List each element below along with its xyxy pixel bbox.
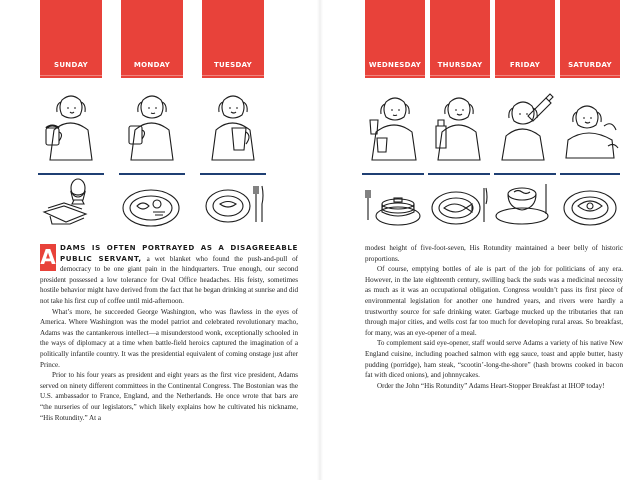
banner-friday: [495, 0, 555, 78]
adams-bottle-swig-portrait-icon: [494, 90, 556, 164]
day-label-monday: MONDAY: [133, 61, 171, 69]
lead-in-text: DAMS IS OFTEN PORTRAYED AS A DISAGREEABLE PUBLIC SERVANT,: [60, 243, 298, 263]
paragraph: To complement said eye-opener, staff would serve Adams a variety of his native New England cuisine, including poached salmon with egg sauce, toast and apple butter, hasty pudding (porridge), ham steak, “scootin’-long-the-shore” (hash browns cooked in bacon fat with diced onions), and johnnycakes.: [365, 339, 623, 380]
drop-cap: A: [40, 245, 56, 269]
paragraph: What’s more, he succeeded George Washington, who was flawless in the eyes of America. Where Washington was the model patriot and celebrated revolutionary macho, Adams was the cantankerous intellect—a misunderstood wonk, exceptionally schooled in the ways of diplomacy at a time when battle-field heroics captured the imagination of a politically infantile country. It was the presidential equivalent of coming onstage just after Prince.: [40, 307, 298, 369]
paragraph: Order the John “His Rotundity” Adams Heart-Stopper Breakfast at IHOP today!: [377, 381, 605, 390]
underline-rule: [494, 173, 556, 175]
porridge-bowl-icon: [492, 178, 556, 230]
adams-reclining-portrait-icon: [560, 90, 622, 164]
day-label-friday: FRIDAY: [509, 61, 541, 69]
adams-mug-portrait-icon: [40, 90, 102, 164]
banner-wednesday: [365, 0, 425, 78]
banner-tuesday: [202, 0, 264, 78]
salmon-plate-icon: [426, 178, 490, 230]
left-text-column: [40, 243, 298, 423]
underline-rule: [200, 173, 266, 175]
underline-rule: [428, 173, 490, 175]
fork-knife-plate-icon: [200, 178, 264, 230]
adams-pitcher-portrait-icon: [202, 90, 264, 164]
banner-thursday: [430, 0, 490, 78]
paragraph: Prior to his four years as president and eight years as the first vice president, Adams served on ninety different committees in the Continental Congress. The Bostonian was the U.S. ambassador to France, England, and the Netherlands. He once wrote that bars are “the nurseries of our legislators,” which likely explains how he cultivated his nickname, “His Rotundity.” At a: [40, 371, 298, 422]
paragraph-text: a wet blanket who found the push-and-pull of democracy to be one giant pain in the hindquarters. True enough, our second president possessed a low tolerance for Oval Office headaches. His feisty, sometimes hostile behavior might have derived from the fact that he began drinking at sunrise and did not take his first cup of coffee until mid-afternoon.: [40, 254, 298, 305]
egg-cup-and-toast-icon: [38, 178, 102, 230]
underline-rule: [362, 173, 424, 175]
day-label-thursday: THURSDAY: [437, 61, 483, 69]
pancake-stack-icon: [360, 178, 424, 230]
day-label-wednesday: WEDNESDAY: [368, 61, 422, 69]
page-gutter: [317, 0, 323, 480]
paragraph: modest height of five-foot-seven, His Rotundity maintained a beer belly of historic proportions.: [365, 244, 623, 263]
paragraph: [40, 243, 298, 307]
day-label-saturday: SATURDAY: [568, 61, 612, 69]
breakfast-plate-icon: [119, 178, 183, 230]
underline-rule: [38, 173, 104, 175]
ham-plate-icon: [558, 178, 622, 230]
adams-glass-portrait-icon: [362, 90, 424, 164]
adams-bottle-portrait-icon: [428, 90, 490, 164]
adams-mug-portrait-icon: [121, 90, 183, 164]
banner-monday: [121, 0, 183, 78]
banner-sunday: [40, 0, 102, 78]
right-text-column: [365, 243, 623, 391]
underline-rule: [119, 173, 185, 175]
underline-rule: [560, 173, 620, 175]
day-label-tuesday: TUESDAY: [213, 61, 252, 69]
paragraph: Of course, emptying bottles of ale is part of the job for politicians of any era. However, in the late eighteenth century, swilling back the suds was a medicinal necessity as much as it was an occupational obligation. Congress wouldn’t pass its first piece of environmental legislation for another one hundred years, and rivers were hardly a trustworthy source for safe drinking water. Garbage mucked up the tributaries that ran through major cities, and wells cost far too much for developing rural areas. So breakfast, for many, was an eye-opener of a meal.: [365, 265, 623, 337]
day-label-sunday: SUNDAY: [53, 61, 88, 69]
banner-saturday: [560, 0, 620, 78]
